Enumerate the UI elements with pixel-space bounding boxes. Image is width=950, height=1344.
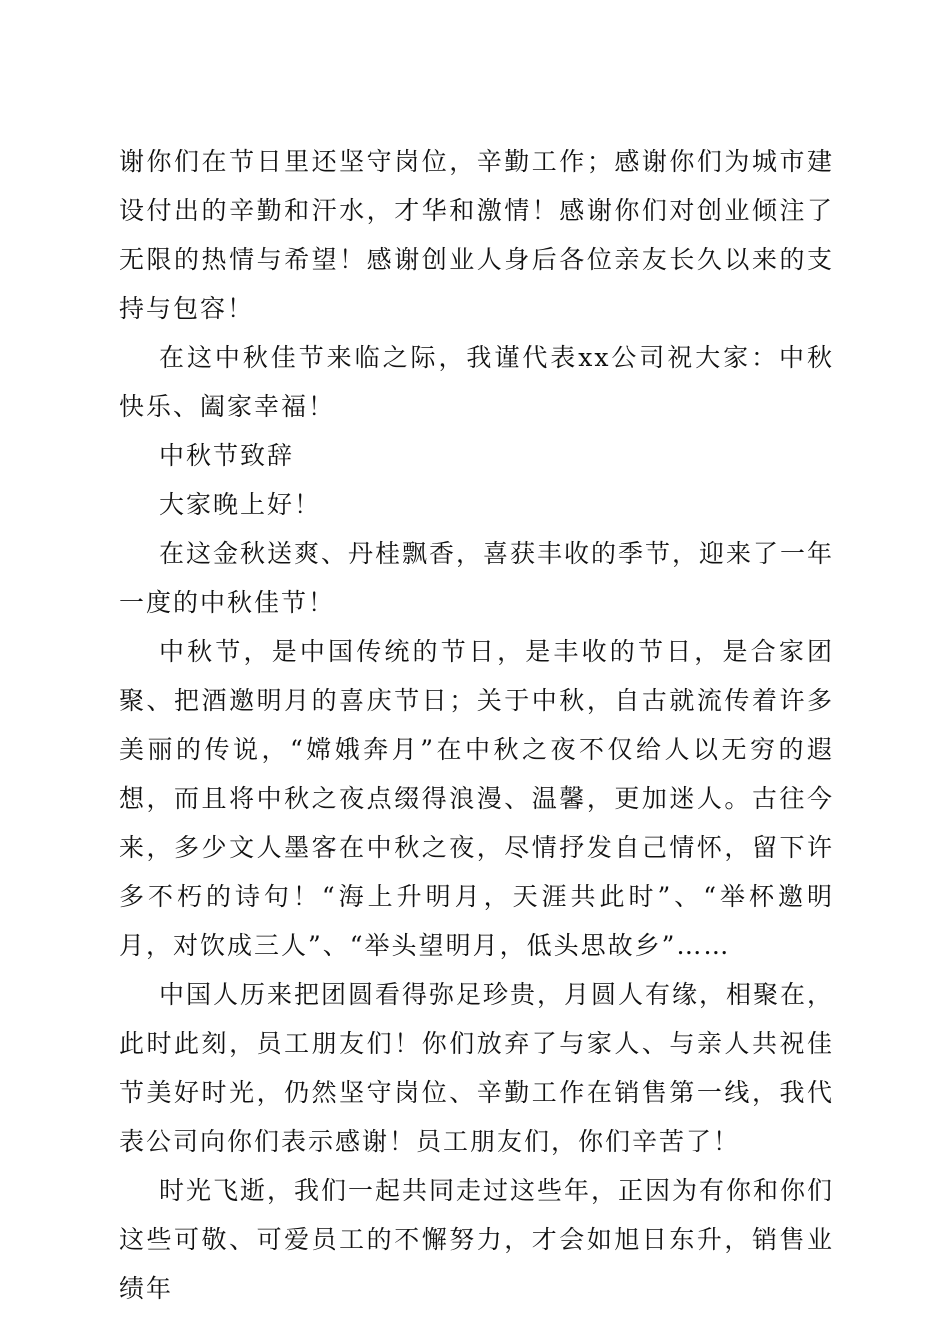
paragraph-opening: 在这金秋送爽、丹桂飘香，喜获丰收的季节，迎来了一年一度的中秋佳节！	[119, 539, 835, 617]
paragraph-reunion: 中国人历来把团圆看得弥足珍贵，月圆人有缘，相聚在，此时此刻，员工朋友们！你们放弃了与家人、与亲人共祝佳节美好时光，仍然坚守岗位、辛勤工作在销售第一线，我代表公司向你们表示感谢！员工朋友们，你们辛苦了！	[119, 980, 835, 1156]
paragraph-time-flies: 时光飞逝，我们一起共同走过这些年，正因为有你和你们这些可敬、可爱员工的不懈努力，才会如旭日东升，销售业绩年	[119, 1176, 835, 1303]
speech-title: 中秋节致辞	[159, 441, 295, 470]
document-body	[119, 137, 834, 1313]
paragraph-blessing: 在这中秋佳节来临之际，我谨代表xx公司祝大家：中秋快乐、阖家幸福！	[119, 343, 834, 421]
paragraph-thanks-continuation: 谢你们在节日里还坚守岗位，辛勤工作；感谢你们为城市建设付出的辛勤和汗水，才华和激情！感谢你们对创业倾注了无限的热情与希望！感谢创业人身后各位亲友长久以来的支持与包容！	[119, 147, 834, 323]
paragraph-greeting: 大家晚上好！	[159, 490, 322, 519]
paragraph-mid-autumn-intro: 中秋节，是中国传统的节日，是丰收的节日，是合家团聚、把酒邀明月的喜庆节日；关于中秋，自古就流传着许多美丽的传说，“嫦娥奔月”在中秋之夜不仅给人以无穷的遐想，而且将中秋之夜点缀得浪漫、温馨，更加迷人。古往今来，多少文人墨客在中秋之夜，尽情抒发自己情怀，留下许多不朽的诗句！“海上升明月，天涯共此时”、“举杯邀明月，对饮成三人”、“举头望明月，低头思故乡”……	[119, 637, 834, 960]
